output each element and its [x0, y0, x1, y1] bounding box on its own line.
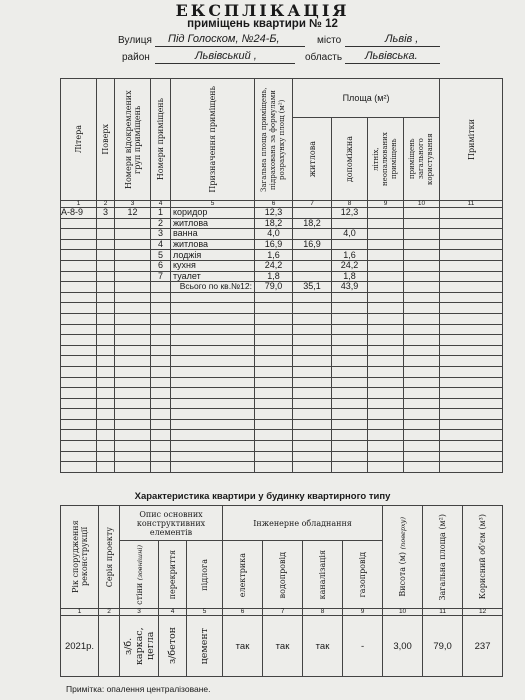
cell-litera	[61, 282, 97, 293]
cell-common	[404, 282, 440, 293]
cell-litera	[61, 218, 97, 229]
cell-total: 4,0	[255, 229, 293, 240]
value-floor-cover: цемент	[187, 616, 223, 677]
header-year: Рік спорудження реконструкції	[61, 506, 99, 609]
street-value: Під Голоском, №24-Б,	[168, 33, 280, 45]
cell-purpose: кухня	[171, 260, 255, 271]
cell-aux	[332, 218, 368, 229]
header-series: Серія проекту	[99, 506, 120, 609]
characteristics-table	[60, 505, 503, 677]
district-label: район	[122, 52, 150, 63]
cell-summer	[368, 218, 404, 229]
empty-row	[61, 388, 503, 399]
district-value: Львівський ,	[195, 50, 257, 62]
column-numbers-row-2: 1 2 3 4 5 6 7 8 9 10 11 12	[61, 609, 503, 616]
value-height: 3,00	[383, 616, 423, 677]
cell-group: 12	[115, 208, 151, 219]
cell-common	[404, 208, 440, 219]
cell-group	[115, 229, 151, 240]
cell-purpose: ванна	[171, 229, 255, 240]
cell-notes	[440, 218, 503, 229]
header-floor-cover: підлога	[187, 541, 223, 609]
cell-room-no	[151, 282, 171, 293]
street-label: Вулиця	[118, 35, 152, 46]
cell-purpose: житлова	[171, 239, 255, 250]
cell-notes	[440, 260, 503, 271]
header-living: житлова	[293, 118, 332, 201]
cell-group	[115, 282, 151, 293]
value-water: так	[263, 616, 303, 677]
cell-purpose: житлова	[171, 218, 255, 229]
header-sewer: каналізація	[303, 541, 343, 609]
header-rooms: Номери приміщень	[151, 79, 171, 201]
cell-common	[404, 260, 440, 271]
header-elements: Опис основних конструктивних елементів	[120, 506, 223, 541]
cell-aux: 12,3	[332, 208, 368, 219]
cell-floor	[97, 218, 115, 229]
cell-litera: А-8-9	[61, 208, 97, 219]
value-sewer: так	[303, 616, 343, 677]
cell-room-no: 3	[151, 229, 171, 240]
cell-floor	[97, 282, 115, 293]
table-row	[61, 260, 503, 271]
characteristics-row	[61, 616, 503, 677]
cell-group	[115, 250, 151, 261]
explication-body	[61, 208, 503, 473]
empty-row	[61, 324, 503, 335]
cell-common	[404, 250, 440, 261]
cell-total: 12,3	[255, 208, 293, 219]
header-floors: перекриття	[159, 541, 187, 609]
cell-group	[115, 260, 151, 271]
sum-row	[61, 282, 503, 293]
cell-living: 18,2	[293, 218, 332, 229]
cell-room-no: 1	[151, 208, 171, 219]
cell-total: 18,2	[255, 218, 293, 229]
header-water: водопровід	[263, 541, 303, 609]
cell-purpose: туалет	[171, 271, 255, 282]
header-litera: Літера	[61, 79, 97, 201]
cell-floor: 3	[97, 208, 115, 219]
cell-living	[293, 250, 332, 261]
empty-row	[61, 292, 503, 303]
header-common: приміщень загального користування	[404, 118, 440, 201]
cell-aux: 1,8	[332, 271, 368, 282]
table-row	[61, 239, 503, 250]
header-height: Висота (м) (поверху)	[383, 506, 423, 609]
cell-floor	[97, 229, 115, 240]
sum-total: 79,0	[255, 282, 293, 293]
cell-notes	[440, 250, 503, 261]
cell-aux: 1,6	[332, 250, 368, 261]
cell-notes	[440, 271, 503, 282]
cell-litera	[61, 250, 97, 261]
cell-total: 1,6	[255, 250, 293, 261]
cell-common	[404, 239, 440, 250]
city-underline	[345, 46, 440, 47]
cell-summer	[368, 208, 404, 219]
header-notes: Примітки	[440, 79, 503, 201]
table-row	[61, 250, 503, 261]
cell-room-no: 6	[151, 260, 171, 271]
value-walls: з/б. каркас, цегла	[120, 616, 159, 677]
city-value: Львів ,	[385, 33, 419, 45]
table-row	[61, 271, 503, 282]
empty-row	[61, 398, 503, 409]
cell-litera	[61, 260, 97, 271]
header-gas: газопровід	[343, 541, 383, 609]
cell-notes	[440, 208, 503, 219]
empty-row	[61, 303, 503, 314]
empty-row	[61, 313, 503, 324]
cell-floor	[97, 271, 115, 282]
cell-floor	[97, 239, 115, 250]
header-engineering: Інженерне обладнання	[223, 506, 383, 541]
region-value: Львівська.	[365, 50, 418, 62]
cell-group	[115, 239, 151, 250]
street-underline	[155, 46, 305, 47]
characteristics-title: Характеристика квартири у будинку квартирного типу	[134, 491, 391, 502]
cell-total: 24,2	[255, 260, 293, 271]
header-total-area: Загальна площа приміщень, підрахована за формулами розрахунку площ (м²)	[255, 79, 293, 201]
value-floors: з/бетон	[159, 616, 187, 677]
cell-aux: 24,2	[332, 260, 368, 271]
cell-aux	[332, 239, 368, 250]
value-total-area: 79,0	[423, 616, 463, 677]
empty-row	[61, 366, 503, 377]
cell-summer	[368, 260, 404, 271]
header-volume: Корисний об'єм (м³)	[463, 506, 503, 609]
header-area-group: Площа (м²)	[293, 79, 440, 118]
empty-row	[61, 345, 503, 356]
header-electric: електрика	[223, 541, 263, 609]
cell-litera	[61, 239, 97, 250]
value-electric: так	[223, 616, 263, 677]
column-numbers-row: 1 2 3 4 5 6 7 8 9 10 11	[61, 201, 503, 208]
empty-row	[61, 462, 503, 473]
value-year: 2021р.	[61, 616, 99, 677]
empty-row	[61, 419, 503, 430]
cell-total: 16,9	[255, 239, 293, 250]
header-summer: літніх, неопалюваних приміщень	[368, 118, 404, 201]
sum-label: Всього по кв.№12:	[171, 282, 255, 293]
explication-table	[60, 78, 503, 473]
cell-group	[115, 271, 151, 282]
cell-summer	[368, 250, 404, 261]
header-total-area-2: Загальна площа (м²)	[423, 506, 463, 609]
cell-litera	[61, 229, 97, 240]
cell-summer	[368, 282, 404, 293]
cell-living	[293, 260, 332, 271]
header-floor: Поверх	[97, 79, 115, 201]
header-aux: допоміжна	[332, 118, 368, 201]
cell-living	[293, 271, 332, 282]
cell-floor	[97, 260, 115, 271]
value-volume: 237	[463, 616, 503, 677]
footnote: Примітка: опалення централізоване.	[66, 684, 211, 694]
cell-notes	[440, 282, 503, 293]
document-subtitle: приміщень квартири № 12	[187, 18, 338, 30]
value-series	[99, 616, 120, 677]
header-walls: стіни (зовнішні)	[120, 541, 159, 609]
cell-common	[404, 218, 440, 229]
cell-summer	[368, 229, 404, 240]
cell-notes	[440, 239, 503, 250]
cell-living	[293, 208, 332, 219]
empty-row	[61, 335, 503, 346]
cell-room-no: 4	[151, 239, 171, 250]
cell-litera	[61, 271, 97, 282]
empty-row	[61, 409, 503, 420]
header-groups: Номери відокремлених груп приміщень	[115, 79, 151, 201]
table-row	[61, 218, 503, 229]
cell-aux: 4,0	[332, 229, 368, 240]
cell-group	[115, 218, 151, 229]
table-row	[61, 208, 503, 219]
cell-common	[404, 229, 440, 240]
city-label: місто	[317, 35, 342, 46]
cell-living: 16,9	[293, 239, 332, 250]
district-underline	[155, 63, 295, 64]
cell-room-no: 7	[151, 271, 171, 282]
empty-row	[61, 451, 503, 462]
header-purpose: Призначення приміщень	[171, 79, 255, 201]
document-title: ЕКСПЛІКАЦІЯ	[175, 1, 350, 20]
cell-room-no: 2	[151, 218, 171, 229]
sum-aux: 43,9	[332, 282, 368, 293]
cell-purpose: лоджія	[171, 250, 255, 261]
cell-notes	[440, 229, 503, 240]
region-underline	[345, 63, 440, 64]
cell-total: 1,8	[255, 271, 293, 282]
empty-row	[61, 430, 503, 441]
cell-purpose: коридор	[171, 208, 255, 219]
sum-living: 35,1	[293, 282, 332, 293]
cell-summer	[368, 271, 404, 282]
cell-room-no: 5	[151, 250, 171, 261]
empty-row	[61, 441, 503, 452]
table-row	[61, 229, 503, 240]
cell-floor	[97, 250, 115, 261]
empty-row	[61, 356, 503, 367]
cell-common	[404, 271, 440, 282]
value-gas: -	[343, 616, 383, 677]
region-label: область	[305, 52, 343, 63]
cell-living	[293, 229, 332, 240]
empty-row	[61, 377, 503, 388]
cell-summer	[368, 239, 404, 250]
